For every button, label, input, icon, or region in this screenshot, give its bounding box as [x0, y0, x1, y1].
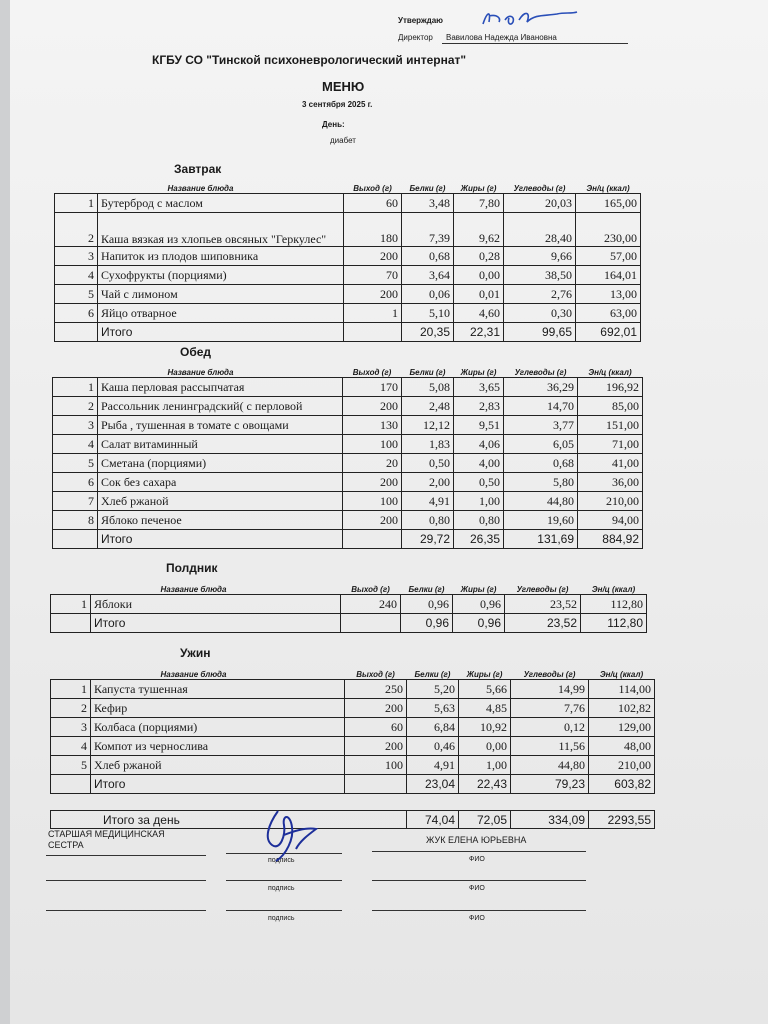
cell-carbs: 19,60	[504, 511, 578, 530]
sign-label-1: подпись	[268, 857, 295, 864]
cell-protein: 5,10	[402, 304, 454, 323]
cell-protein: 6,84	[407, 718, 459, 737]
cell-fat: 2,83	[454, 397, 504, 416]
cell-carbs: 3,77	[504, 416, 578, 435]
column-header-index	[51, 581, 91, 595]
column-header-carbs: Углеводы (г)	[513, 184, 566, 193]
cell-carbs: 14,70	[504, 397, 578, 416]
column-header-yield: Выход (г)	[356, 670, 395, 679]
fio-label-1: ФИО	[469, 856, 485, 863]
cell-energy: 112,80	[581, 595, 647, 614]
column-header-protein: Белки (г)	[408, 585, 445, 594]
table-row	[51, 680, 655, 699]
cell-protein: 1,83	[402, 435, 454, 454]
dinner-table	[50, 666, 655, 794]
cell-fat: 1,00	[459, 756, 511, 775]
cell-yield: 200	[345, 699, 407, 718]
signer-role	[48, 829, 165, 851]
cell-name: Каша вязкая из хлопьев овсяных "Геркулес"	[98, 213, 344, 247]
cell-fat: 0,00	[454, 266, 504, 285]
column-header-name: Название блюда	[167, 368, 234, 377]
cell-energy: 94,00	[578, 511, 643, 530]
doc-title: МЕНЮ	[322, 79, 365, 94]
cell-energy: 48,00	[589, 737, 655, 756]
total-fat: 26,35	[454, 530, 504, 549]
column-header-name: Название блюда	[167, 184, 234, 193]
cell-name: Рыба , тушенная в томате с овощами	[98, 416, 343, 435]
cell-protein: 0,46	[407, 737, 459, 756]
cell-n: 5	[53, 454, 98, 473]
day-total-table	[50, 810, 655, 829]
cell-yield: 1	[344, 304, 402, 323]
table-row	[53, 397, 643, 416]
cell-name: Кефир	[91, 699, 345, 718]
cell-protein: 3,48	[402, 194, 454, 213]
cell-protein: 2,48	[402, 397, 454, 416]
cell-fat: 4,60	[454, 304, 504, 323]
cell-fat: 10,92	[459, 718, 511, 737]
day-label: День:	[322, 120, 345, 129]
cell-yield: 200	[343, 473, 402, 492]
cell-name: Салат витаминный	[98, 435, 343, 454]
cell-carbs: 2,76	[504, 285, 576, 304]
total-row	[51, 614, 647, 633]
cell-n: 4	[51, 737, 91, 756]
breakfast-table	[54, 180, 641, 342]
cell-name: Хлеб ржаной	[91, 756, 345, 775]
cell-yield: 240	[341, 595, 401, 614]
cell-yield: 200	[345, 737, 407, 756]
sign-line-2	[226, 880, 342, 881]
sign-line-3	[226, 910, 342, 911]
table-header-row	[51, 581, 647, 595]
cell-name: Яйцо отварное	[98, 304, 344, 323]
cell-fat: 0,96	[453, 595, 505, 614]
cell-n: 1	[53, 378, 98, 397]
cell-carbs: 23,52	[505, 595, 581, 614]
cell-yield: 250	[345, 680, 407, 699]
table-header-row	[51, 666, 655, 680]
cell-n: 2	[51, 699, 91, 718]
column-header-fat: Жиры (г)	[460, 184, 497, 193]
cell-name: Яблоко печеное	[98, 511, 343, 530]
column-header-energy: Эн/ц (ккал)	[599, 670, 644, 679]
table-row	[55, 304, 641, 323]
cell-energy: 165,00	[576, 194, 641, 213]
table-row	[51, 737, 655, 756]
cell-name: Сметана (порциями)	[98, 454, 343, 473]
cell-n: 4	[55, 266, 98, 285]
table-row	[53, 378, 643, 397]
table-row	[51, 718, 655, 737]
table-header-row	[55, 180, 641, 194]
column-header-protein: Белки (г)	[409, 368, 446, 377]
column-header-fat: Жиры (г)	[460, 585, 497, 594]
cell-protein: 0,68	[402, 247, 454, 266]
column-header-carbs: Углеводы (г)	[514, 368, 567, 377]
cell-protein: 0,80	[402, 511, 454, 530]
day-total-carbs: 334,09	[511, 811, 589, 829]
cell-carbs: 9,66	[504, 247, 576, 266]
day-total-energy: 2293,55	[589, 811, 655, 829]
table-header-row	[53, 364, 643, 378]
signer-name: ЖУК ЕЛЕНА ЮРЬЕВНА	[426, 835, 527, 845]
cell-fat: 0,00	[459, 737, 511, 756]
table-row	[51, 595, 647, 614]
cell-n: 2	[53, 397, 98, 416]
table-row	[55, 213, 641, 247]
cell-name: Яблоки	[91, 595, 341, 614]
day-total-fat: 72,05	[459, 811, 511, 829]
cell-fat: 0,28	[454, 247, 504, 266]
total-yield-cell	[341, 614, 401, 633]
cell-carbs: 20,03	[504, 194, 576, 213]
cell-energy: 13,00	[576, 285, 641, 304]
org-title: КГБУ СО "Тинской психоневрологический интернат"	[152, 53, 467, 67]
snack-table	[50, 581, 647, 633]
signer-role-line2: СЕСТРА	[48, 840, 84, 850]
cell-yield: 200	[343, 397, 402, 416]
total-energy: 692,01	[576, 323, 641, 342]
column-header-fat: Жиры (г)	[466, 670, 503, 679]
cell-fat: 7,80	[454, 194, 504, 213]
day-total-label: Итого за день	[51, 811, 407, 829]
cell-name: Бутерброд с маслом	[98, 194, 344, 213]
cell-energy: 102,82	[589, 699, 655, 718]
director-name: Вавилова Надежда Ивановна	[446, 33, 557, 42]
cell-name: Рассольник ленинградский( с перловой	[98, 397, 343, 416]
role-line-2	[46, 880, 206, 881]
cell-fat: 4,85	[459, 699, 511, 718]
cell-protein: 3,64	[402, 266, 454, 285]
table-row	[55, 266, 641, 285]
cell-energy: 151,00	[578, 416, 643, 435]
cell-protein: 5,20	[407, 680, 459, 699]
cell-fat: 5,66	[459, 680, 511, 699]
column-header-index	[53, 364, 98, 378]
cell-n: 8	[53, 511, 98, 530]
total-carbs: 23,52	[505, 614, 581, 633]
cell-energy: 36,00	[578, 473, 643, 492]
document-page	[10, 0, 768, 1024]
sign-label-3: подпись	[268, 915, 295, 922]
cell-name: Напиток из плодов шиповника	[98, 247, 344, 266]
table-row	[53, 435, 643, 454]
cell-n: 3	[55, 247, 98, 266]
cell-n: 5	[55, 285, 98, 304]
cell-carbs: 0,12	[511, 718, 589, 737]
cell-energy: 164,01	[576, 266, 641, 285]
fio-line-1	[372, 851, 586, 852]
cell-yield: 60	[345, 718, 407, 737]
cell-n: 2	[55, 213, 98, 247]
cell-yield: 100	[343, 492, 402, 511]
cell-energy: 129,00	[589, 718, 655, 737]
cell-carbs: 5,80	[504, 473, 578, 492]
total-fat: 0,96	[453, 614, 505, 633]
section-title-lunch: Обед	[180, 345, 212, 359]
cell-carbs: 0,68	[504, 454, 578, 473]
director-signature	[475, 4, 585, 30]
cell-protein: 2,00	[402, 473, 454, 492]
cell-fat: 3,65	[454, 378, 504, 397]
director-label: Директор	[398, 33, 433, 42]
cell-protein: 12,12	[402, 416, 454, 435]
cell-carbs: 36,29	[504, 378, 578, 397]
cell-fat: 0,80	[454, 511, 504, 530]
total-yield-cell	[344, 323, 402, 342]
total-label: Итого	[98, 323, 344, 342]
cell-fat: 0,50	[454, 473, 504, 492]
cell-fat: 0,01	[454, 285, 504, 304]
cell-energy: 57,00	[576, 247, 641, 266]
column-header-energy: Эн/ц (ккал)	[588, 368, 632, 377]
table-row	[55, 194, 641, 213]
column-header-yield: Выход (г)	[352, 368, 392, 377]
cell-name: Колбаса (порциями)	[91, 718, 345, 737]
cell-yield: 70	[344, 266, 402, 285]
cell-fat: 1,00	[454, 492, 504, 511]
cell-n: 1	[51, 595, 91, 614]
cell-name: Чай с лимоном	[98, 285, 344, 304]
cell-n: 3	[53, 416, 98, 435]
cell-energy: 210,00	[578, 492, 643, 511]
cell-yield: 100	[343, 435, 402, 454]
column-header-protein: Белки (г)	[409, 184, 446, 193]
director-underline	[442, 43, 628, 44]
total-protein: 0,96	[401, 614, 453, 633]
cell-protein: 0,96	[401, 595, 453, 614]
cell-protein: 4,91	[402, 492, 454, 511]
column-header-carbs: Углеводы (г)	[523, 670, 576, 679]
total-carbs: 79,23	[511, 775, 589, 794]
column-header-energy: Эн/ц (ккал)	[591, 585, 636, 594]
cell-name: Капуста тушенная	[91, 680, 345, 699]
cell-name: Компот из чернослива	[91, 737, 345, 756]
cell-n: 7	[53, 492, 98, 511]
cell-protein: 5,63	[407, 699, 459, 718]
total-row	[53, 530, 643, 549]
cell-carbs: 44,80	[504, 492, 578, 511]
cell-yield: 200	[343, 511, 402, 530]
total-yield-cell	[345, 775, 407, 794]
total-protein: 20,35	[402, 323, 454, 342]
total-index-cell	[53, 530, 98, 549]
total-index-cell	[55, 323, 98, 342]
cell-n: 3	[51, 718, 91, 737]
cell-protein: 7,39	[402, 213, 454, 247]
fio-label-3: ФИО	[469, 915, 485, 922]
day-total-protein: 74,04	[407, 811, 459, 829]
cell-name: Хлеб ржаной	[98, 492, 343, 511]
total-energy: 884,92	[578, 530, 643, 549]
cell-n: 1	[51, 680, 91, 699]
table-row	[53, 473, 643, 492]
total-label: Итого	[91, 614, 341, 633]
total-label: Итого	[98, 530, 343, 549]
cell-carbs: 44,80	[511, 756, 589, 775]
cell-fat: 4,06	[454, 435, 504, 454]
total-carbs: 131,69	[504, 530, 578, 549]
cell-protein: 4,91	[407, 756, 459, 775]
column-header-energy: Эн/ц (ккал)	[586, 184, 630, 193]
total-label: Итого	[91, 775, 345, 794]
cell-fat: 9,51	[454, 416, 504, 435]
total-row	[55, 323, 641, 342]
cell-carbs: 7,76	[511, 699, 589, 718]
total-energy: 603,82	[589, 775, 655, 794]
cell-protein: 5,08	[402, 378, 454, 397]
total-energy: 112,80	[581, 614, 647, 633]
fio-line-3	[372, 910, 586, 911]
table-row	[53, 511, 643, 530]
cell-name: Каша перловая рассыпчатая	[98, 378, 343, 397]
cell-protein: 0,50	[402, 454, 454, 473]
total-protein: 23,04	[407, 775, 459, 794]
signer-role-line1: СТАРШАЯ МЕДИЦИНСКАЯ	[48, 829, 165, 839]
column-header-yield: Выход (г)	[353, 184, 392, 193]
cell-yield: 170	[343, 378, 402, 397]
cell-fat: 9,62	[454, 213, 504, 247]
diet-label: диабет	[330, 136, 356, 145]
section-title-snack: Полдник	[166, 561, 218, 575]
total-index-cell	[51, 614, 91, 633]
cell-name: Сухофрукты (порциями)	[98, 266, 344, 285]
table-row	[55, 247, 641, 266]
total-fat: 22,31	[454, 323, 504, 342]
total-carbs: 99,65	[504, 323, 576, 342]
cell-n: 6	[53, 473, 98, 492]
section-title-breakfast: Завтрак	[174, 162, 222, 176]
cell-energy: 230,00	[576, 213, 641, 247]
cell-name: Сок без сахара	[98, 473, 343, 492]
cell-n: 6	[55, 304, 98, 323]
approved-label: Утверждаю	[398, 16, 443, 25]
cell-carbs: 38,50	[504, 266, 576, 285]
lunch-table	[52, 364, 643, 549]
cell-n: 1	[55, 194, 98, 213]
fio-line-2	[372, 880, 586, 881]
cell-yield: 180	[344, 213, 402, 247]
total-yield-cell	[343, 530, 402, 549]
cell-energy: 114,00	[589, 680, 655, 699]
table-row	[51, 756, 655, 775]
column-header-index	[55, 180, 98, 194]
total-row	[51, 775, 655, 794]
cell-yield: 100	[345, 756, 407, 775]
table-row	[53, 454, 643, 473]
cell-carbs: 6,05	[504, 435, 578, 454]
cell-carbs: 11,56	[511, 737, 589, 756]
role-line-3	[46, 910, 206, 911]
cell-energy: 85,00	[578, 397, 643, 416]
table-row	[51, 699, 655, 718]
table-row	[55, 285, 641, 304]
cell-protein: 0,06	[402, 285, 454, 304]
cell-carbs: 14,99	[511, 680, 589, 699]
cell-carbs: 28,40	[504, 213, 576, 247]
total-protein: 29,72	[402, 530, 454, 549]
sign-label-2: подпись	[268, 885, 295, 892]
cell-yield: 130	[343, 416, 402, 435]
cell-n: 4	[53, 435, 98, 454]
column-header-name: Название блюда	[160, 585, 227, 594]
column-header-carbs: Углеводы (г)	[516, 585, 569, 594]
table-row	[53, 416, 643, 435]
total-fat: 22,43	[459, 775, 511, 794]
nurse-signature	[250, 805, 330, 867]
cell-energy: 196,92	[578, 378, 643, 397]
column-header-fat: Жиры (г)	[460, 368, 497, 377]
section-title-dinner: Ужин	[180, 646, 211, 660]
menu-date: 3 сентября 2025 г.	[302, 100, 373, 109]
cell-yield: 200	[344, 247, 402, 266]
column-header-protein: Белки (г)	[414, 670, 451, 679]
cell-energy: 63,00	[576, 304, 641, 323]
cell-fat: 4,00	[454, 454, 504, 473]
cell-energy: 210,00	[589, 756, 655, 775]
fio-label-2: ФИО	[469, 885, 485, 892]
column-header-index	[51, 666, 91, 680]
cell-carbs: 0,30	[504, 304, 576, 323]
cell-energy: 41,00	[578, 454, 643, 473]
column-header-name: Название блюда	[160, 670, 227, 679]
cell-yield: 60	[344, 194, 402, 213]
cell-yield: 20	[343, 454, 402, 473]
table-row	[53, 492, 643, 511]
cell-n: 5	[51, 756, 91, 775]
cell-yield: 200	[344, 285, 402, 304]
cell-energy: 71,00	[578, 435, 643, 454]
total-index-cell	[51, 775, 91, 794]
role-line-1	[46, 855, 206, 856]
column-header-yield: Выход (г)	[351, 585, 390, 594]
